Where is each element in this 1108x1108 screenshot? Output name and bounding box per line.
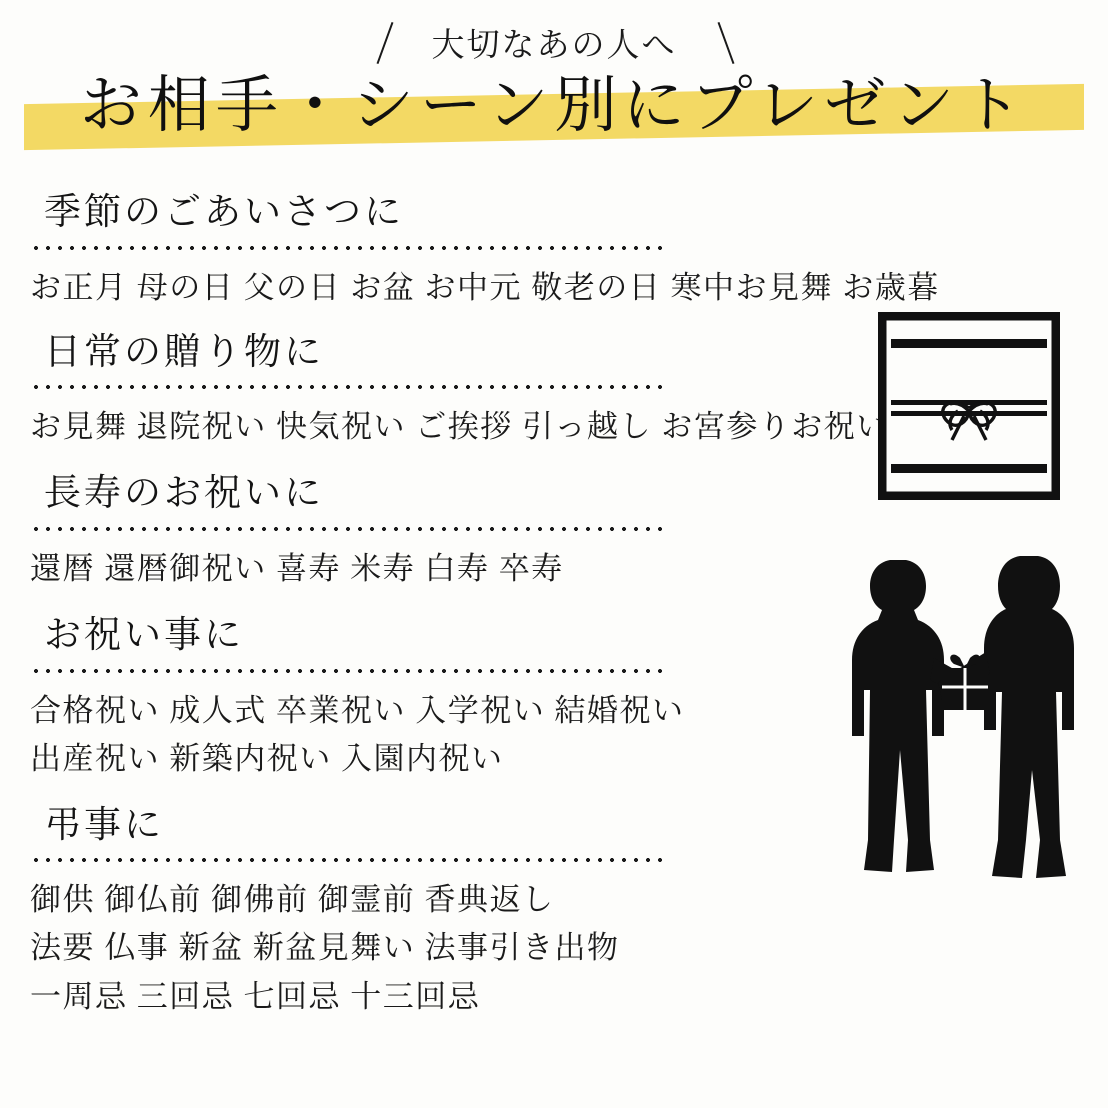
gift-box-with-mizuhiki-icon <box>878 312 1060 500</box>
section-heading: 季節のごあいさつに <box>44 192 404 233</box>
section-seasonal-greetings <box>0 186 1108 312</box>
section-heading: 日常の贈り物に <box>44 331 324 373</box>
section-divider <box>30 244 670 252</box>
section-tags-line: 出産祝い 新築内祝い 入園内祝い <box>30 740 504 776</box>
section-tags-line: 合格祝い 成人式 卒業祝い 入学祝い 結婚祝い <box>30 692 685 728</box>
section-tags-line: お見舞 退院祝い 快気祝い ご挨拶 引っ越し お宮参りお祝い <box>30 409 889 445</box>
eyebrow-text: 大切なあの人へ <box>431 27 677 64</box>
section-heading: 長寿のお祝いに <box>44 473 324 515</box>
section-tags-line: 御供 御仏前 御佛前 御霊前 香典返し <box>30 882 555 918</box>
two-people-exchanging-gift-icon <box>834 540 1076 890</box>
page-title: お相手・シーン別にプレゼント <box>79 72 1029 140</box>
section-tags-line: 一周忌 三回忌 七回忌 十三回忌 <box>30 978 481 1014</box>
section-heading: 弔事に <box>44 804 164 846</box>
section-divider <box>30 667 670 675</box>
eyebrow-row <box>0 0 1108 64</box>
section-divider <box>30 856 670 864</box>
section-tags-line: 還暦 還暦御祝い 喜寿 米寿 白寿 卒寿 <box>30 551 564 587</box>
section-tags-line: 法要 仏事 新盆 新盆見舞い 法事引き出物 <box>30 930 620 966</box>
page-header <box>0 0 1108 185</box>
section-heading: お祝い事に <box>44 615 244 657</box>
section-tags-line: お正月 母の日 父の日 お盆 お中元 敬老の日 寒中お見舞 お歳暮 <box>30 269 940 305</box>
section-divider <box>30 525 670 533</box>
section-divider <box>30 383 670 391</box>
title-wrap <box>0 58 1108 154</box>
